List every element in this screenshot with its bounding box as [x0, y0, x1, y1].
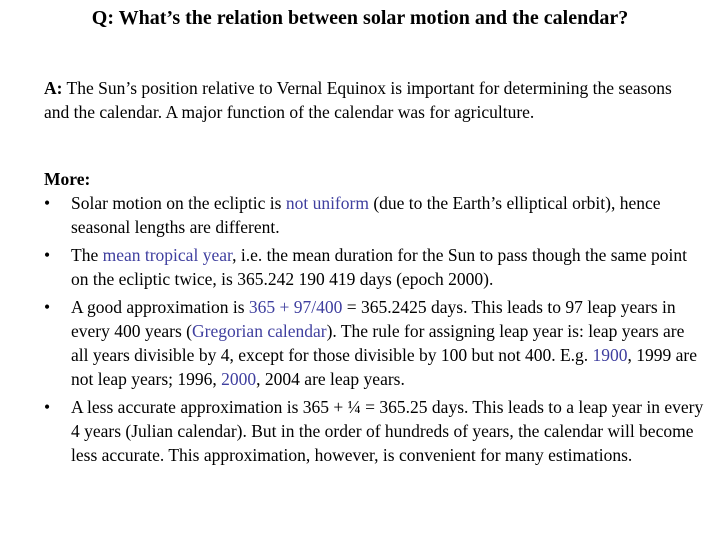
bullet-marker: •: [44, 245, 51, 265]
highlight-text: Gregorian calendar: [192, 321, 327, 341]
bullet-text: , i.e. the mean duration for the Sun to pass though the same point on the ecliptic twice, is 365.242 190 419 days (epoch 2000).: [71, 245, 688, 289]
answer-paragraph: [44, 76, 684, 124]
highlight-text: 365 + 97/400: [248, 297, 343, 317]
more-section: [44, 167, 704, 471]
bullet-text: (due to the Earth’s elliptical orbit), hence seasonal lengths are different.: [71, 193, 661, 237]
bullet-text: , 1999 are not leap years; 1996,: [71, 345, 698, 389]
highlight-text: mean tropical year: [102, 245, 233, 265]
more-label: More:: [44, 169, 91, 189]
bullet-marker: •: [44, 193, 51, 213]
answer-text: The Sun’s position relative to Vernal Equinox is important for determining the seasons and the calendar. A major function of the calendar was for agriculture.: [44, 78, 672, 122]
bullet-text: ). The rule for assigning leap year is: leap years are all years divisible by 4, except for those divisible by 100 but not 400. E.g.: [71, 321, 685, 365]
bullet-item: [44, 191, 704, 239]
bullet-text: A good approximation is: [71, 297, 249, 317]
bullet-text: Solar motion on the ecliptic is: [71, 193, 286, 213]
highlight-text: 1900: [592, 345, 628, 365]
bullet-text: = 365.2425 days. This leads to 97 leap years in every 400 years (: [71, 297, 676, 341]
answer-label: A:: [44, 78, 63, 98]
bullet-item: [44, 295, 704, 391]
bullet-item: [44, 395, 704, 467]
bullet-marker: •: [44, 297, 51, 317]
slide-title: Q: What’s the relation between solar motion and the calendar?: [91, 7, 629, 29]
bullet-text: The: [71, 245, 103, 265]
highlight-text: not uniform: [285, 193, 369, 213]
bullet-text: A less accurate approximation is 365 + ¼ = 365.25 days. This leads to a leap year in every 4 years (Julian calendar). But in the order of hundreds of years, the calendar will become less accurate. This approximation, however, is convenient for many estimations.: [71, 397, 704, 465]
bullet-list: [44, 191, 704, 467]
highlight-text: 2000: [221, 369, 257, 389]
bullet-text: , 2004 are leap years.: [256, 369, 405, 389]
bullet-item: [44, 243, 704, 291]
bullet-marker: •: [44, 397, 51, 417]
